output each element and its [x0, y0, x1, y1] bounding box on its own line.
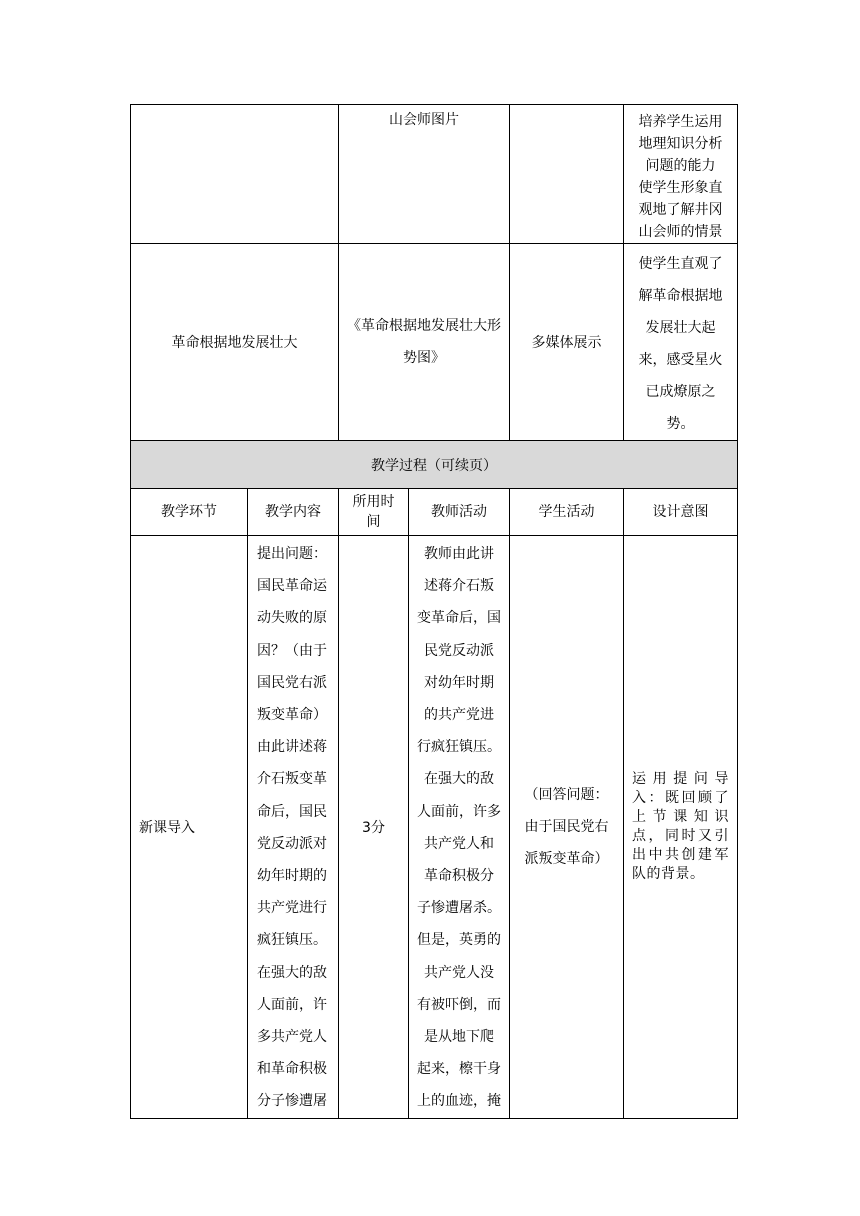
header-time: 所用时 间: [339, 489, 409, 536]
content-cell: [339, 244, 510, 441]
method-cell: [510, 244, 624, 441]
lesson-student-cell: [510, 536, 624, 1119]
method-cell-empty: [510, 105, 624, 244]
lesson-content-cell: [248, 536, 339, 1119]
section-title: [131, 441, 738, 489]
content-text: 《革命根据地发展壮大形 势图》: [347, 318, 501, 366]
intent-text: 使学生直观了 解革命根据地 发展壮大起 来，感受星火 已成燎原之 势。: [638, 256, 723, 432]
lesson-plan-table: [130, 104, 738, 1119]
header-teacher: 教师活动: [409, 489, 510, 536]
table-row: [131, 536, 738, 1119]
table-row: [131, 244, 738, 441]
intent-cell: [624, 244, 738, 441]
segment-cell: [131, 244, 339, 441]
method-text: 多媒体展示: [531, 335, 602, 351]
table-row: [131, 105, 738, 244]
intent-text: 培养学生运用 地理知识分析 问题的能力 使学生形象直 观地了解井冈 山会师的情景: [638, 114, 723, 240]
header-student: 学生活动: [510, 489, 624, 536]
lesson-student-text: （回答问题： 由于国民党右 派叛变革命）: [524, 786, 609, 867]
lesson-time-cell: [339, 536, 409, 1119]
header-content: 教学内容: [248, 489, 339, 536]
lesson-design-cell: [624, 536, 738, 1119]
lesson-content-text: 提出问题： 国民革命运 动失败的原 因？（由于 国民党右派 叛变革命） 由此讲述蒋 介石叛变革 命后，国民 党反动派对 幼年时期的 共产党进行 疯狂镇压。 在强大的敌 人面前，许 多共产党人 和革命积极 分子惨遭屠: [257, 546, 327, 1110]
lesson-design-text: 运用提问导入：既回顾了上节课知识点，同时又引出中共创建军队的背景。: [632, 770, 729, 882]
header-design: 设计意图: [624, 489, 738, 536]
header-segment: 教学环节: [131, 489, 248, 536]
lesson-time-text: 3分: [362, 819, 385, 836]
lesson-segment-text: 新课导入: [139, 819, 195, 836]
lesson-segment-cell: [131, 536, 248, 1119]
lesson-teacher-text: 教师由此讲 述蒋介石叛 变革命后，国 民党反动派 对幼年时期 的共产党进 行疯狂镇压。 在强大的敌 人面前，许多 共产党人和 革命积极分 子惨遭屠杀。 但是，英勇的 共产党人没 有被吓倒，而 是从地下爬 起来，檫干身 上的血迹，掩: [417, 546, 501, 1110]
segment-text: 革命根据地发展壮大: [171, 335, 298, 351]
section-title-text: 教学过程（可续页）: [371, 457, 497, 474]
lesson-teacher-cell: [409, 536, 510, 1119]
section-header-row: [131, 441, 738, 489]
segment-cell-empty: [131, 105, 339, 244]
content-cell: [339, 105, 510, 244]
intent-cell: [624, 105, 738, 244]
content-text: 山会师图片: [389, 112, 459, 128]
column-header-row: [131, 489, 738, 536]
